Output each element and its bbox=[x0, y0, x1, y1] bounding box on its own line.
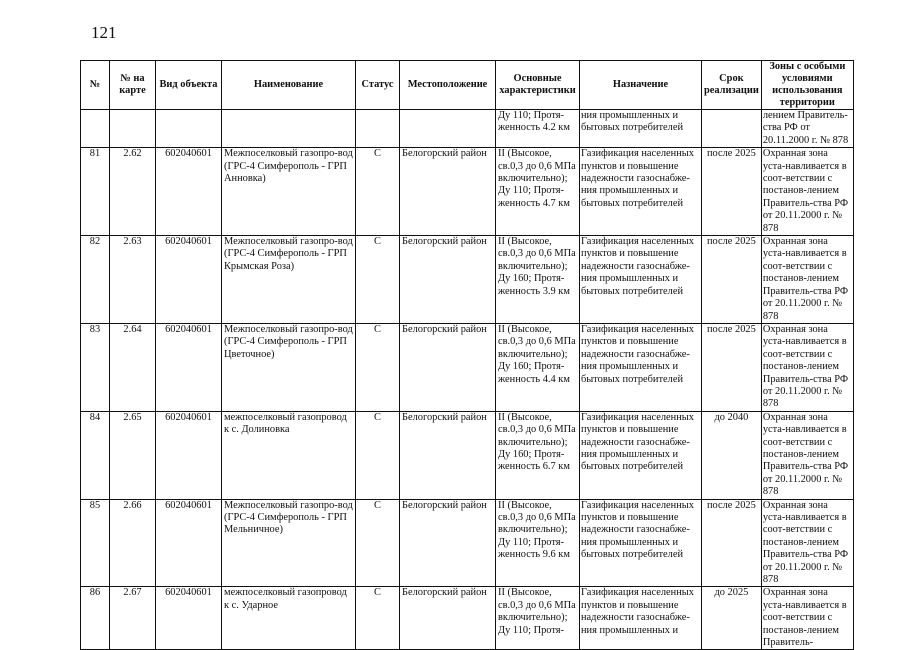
cell-characteristics: II (Высокое, св.0,3 до 0,6 МПа включительно); Ду 160; Протя-женность 4.4 км bbox=[496, 323, 580, 411]
cell-object-type: 602040601 bbox=[156, 587, 222, 650]
cell-characteristics: II (Высокое, св.0,3 до 0,6 МПа включительно); Ду 160; Протя-женность 3.9 км bbox=[496, 236, 580, 324]
table-body bbox=[81, 110, 854, 650]
cell-map-num: 2.64 bbox=[110, 323, 156, 411]
cell-location: Белогорский район bbox=[400, 587, 496, 650]
cell-purpose: Газификация населенных пунктов и повышение надежности газоснабже-ния промышленных и бытовых потребителей bbox=[580, 411, 702, 499]
cell-object-type: 602040601 bbox=[156, 236, 222, 324]
cell-term: после 2025 bbox=[702, 236, 762, 324]
cell-purpose: Газификация населенных пунктов и повышение надежности газоснабже-ния промышленных и бытовых потребителей bbox=[580, 148, 702, 236]
cell-location: Белогорский район bbox=[400, 148, 496, 236]
header-num: № bbox=[81, 61, 110, 110]
cell-name: Межпоселковый газопро-вод (ГРС-4 Симферополь - ГРП Мельничное) bbox=[222, 499, 356, 587]
table-row bbox=[81, 411, 854, 499]
cell-map-num: 2.63 bbox=[110, 236, 156, 324]
cell-purpose: Газификация населенных пунктов и повышение надежности газоснабже-ния промышленных и bbox=[580, 587, 702, 650]
cell-zones: Охранная зона уста-навливается в соот-ветствии с постанов-лением Правитель-ства РФ от 20.11.2000 г. № 878 bbox=[761, 148, 853, 236]
cell-name: Межпоселковый газопро-вод (ГРС-4 Симферополь - ГРП Анновка) bbox=[222, 148, 356, 236]
header-status: Статус bbox=[356, 61, 400, 110]
cell-object-type: 602040601 bbox=[156, 148, 222, 236]
cell-object-type: 602040601 bbox=[156, 411, 222, 499]
cell-name: Межпоселковый газопро-вод (ГРС-4 Симферополь - ГРП Цветочное) bbox=[222, 323, 356, 411]
cell-status: С bbox=[356, 323, 400, 411]
cell-map-num: 2.65 bbox=[110, 411, 156, 499]
cell-num: 86 bbox=[81, 587, 110, 650]
objects-table bbox=[80, 60, 854, 650]
page-number: 121 bbox=[91, 23, 117, 42]
cell-name: межпоселковый газопровод к с. Долиновка bbox=[222, 411, 356, 499]
cell-zones: Охранная зона уста-навливается в соот-ветствии с постанов-лением Правитель-ства РФ от 20.11.2000 г. № 878 bbox=[761, 236, 853, 324]
header-purpose: Назначение bbox=[580, 61, 702, 110]
table-row bbox=[81, 236, 854, 324]
continuation-row bbox=[81, 110, 854, 148]
header-map-num: № на карте bbox=[110, 61, 156, 110]
cell-characteristics: II (Высокое, св.0,3 до 0,6 МПа включительно); Ду 160; Протя-женность 6.7 км bbox=[496, 411, 580, 499]
cell-name: Межпоселковый газопро-вод (ГРС-4 Симферополь - ГРП Крымская Роза) bbox=[222, 236, 356, 324]
table-row bbox=[81, 499, 854, 587]
cell-characteristics: II (Высокое, св.0,3 до 0,6 МПа включительно); Ду 110; Протя- bbox=[496, 587, 580, 650]
cell-term: после 2025 bbox=[702, 323, 762, 411]
cell-status: С bbox=[356, 411, 400, 499]
cell-location: Белогорский район bbox=[400, 499, 496, 587]
cell-purpose: ния промышленных и бытовых потребителей bbox=[580, 110, 702, 148]
header-zones: Зоны с особыми условиями использования территории bbox=[761, 61, 853, 110]
cell-purpose: Газификация населенных пунктов и повышение надежности газоснабже-ния промышленных и бытовых потребителей bbox=[580, 499, 702, 587]
cell-characteristics: II (Высокое, св.0,3 до 0,6 МПа включительно); Ду 110; Протя-женность 4.7 км bbox=[496, 148, 580, 236]
cell-term: после 2025 bbox=[702, 499, 762, 587]
table-row bbox=[81, 587, 854, 650]
table-row bbox=[81, 148, 854, 236]
cell-characteristics: Ду 110; Протя-женность 4.2 км bbox=[496, 110, 580, 148]
cell-status: С bbox=[356, 587, 400, 650]
cell-num: 85 bbox=[81, 499, 110, 587]
cell-map-num: 2.62 bbox=[110, 148, 156, 236]
cell-map-num: 2.67 bbox=[110, 587, 156, 650]
cell-zones: лением Правитель-ства РФ от 20.11.2000 г. № 878 bbox=[761, 110, 853, 148]
cell-zones: Охранная зона уста-навливается в соот-ветствии с постанов-лением Правитель-ства РФ от 20.11.2000 г. № 878 bbox=[761, 411, 853, 499]
table-header-row bbox=[81, 61, 854, 110]
header-object-type: Вид объекта bbox=[156, 61, 222, 110]
cell-characteristics: II (Высокое, св.0,3 до 0,6 МПа включительно); Ду 110; Протя-женность 9.6 км bbox=[496, 499, 580, 587]
cell-num: 84 bbox=[81, 411, 110, 499]
cell-zones: Охранная зона уста-навливается в соот-ветствии с постанов-лением Правитель-ства РФ от 20.11.2000 г. № 878 bbox=[761, 323, 853, 411]
cell-location: Белогорский район bbox=[400, 236, 496, 324]
cell-num: 82 bbox=[81, 236, 110, 324]
cell-status: С bbox=[356, 148, 400, 236]
cell-object-type: 602040601 bbox=[156, 323, 222, 411]
cell-term: до 2025 bbox=[702, 587, 762, 650]
header-name: Наименование bbox=[222, 61, 356, 110]
cell-zones: Охранная зона уста-навливается в соот-ветствии с постанов-лением Правитель-ства РФ от 20.11.2000 г. № 878 bbox=[761, 499, 853, 587]
cell-location: Белогорский район bbox=[400, 323, 496, 411]
cell-zones: Охранная зона уста-навливается в соот-ветствии с постанов-лением Правитель- bbox=[761, 587, 853, 650]
header-characteristics: Основные характеристики bbox=[496, 61, 580, 110]
cell-purpose: Газификация населенных пунктов и повышение надежности газоснабже-ния промышленных и бытовых потребителей bbox=[580, 323, 702, 411]
cell-location: Белогорский район bbox=[400, 411, 496, 499]
cell-num: 83 bbox=[81, 323, 110, 411]
cell-num: 81 bbox=[81, 148, 110, 236]
header-location: Местоположение bbox=[400, 61, 496, 110]
header-term: Срок реализации bbox=[702, 61, 762, 110]
cell-term: после 2025 bbox=[702, 148, 762, 236]
cell-name: межпоселковый газопровод к с. Ударное bbox=[222, 587, 356, 650]
cell-status: С bbox=[356, 499, 400, 587]
cell-map-num: 2.66 bbox=[110, 499, 156, 587]
cell-purpose: Газификация населенных пунктов и повышение надежности газоснабже-ния промышленных и бытовых потребителей bbox=[580, 236, 702, 324]
cell-status: С bbox=[356, 236, 400, 324]
cell-object-type: 602040601 bbox=[156, 499, 222, 587]
cell-term: до 2040 bbox=[702, 411, 762, 499]
table-row bbox=[81, 323, 854, 411]
